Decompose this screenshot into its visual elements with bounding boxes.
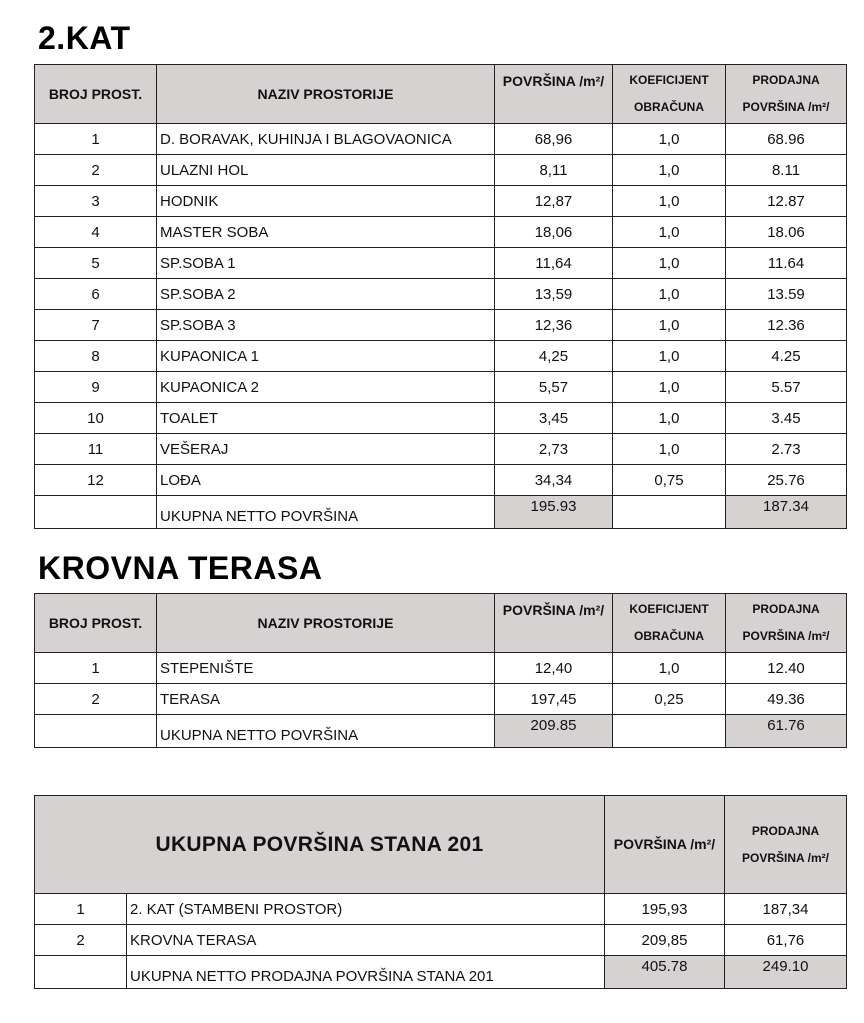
room-coefficient: 1,0 [613,155,726,186]
floor-table [34,64,847,529]
room-number: 1 [35,653,157,684]
floor-total-sale: 187.34 [726,496,847,529]
room-coefficient: 1,0 [613,653,726,684]
terrace-table [34,593,847,748]
room-number: 6 [35,279,157,310]
room-area: 195,93 [605,894,725,925]
room-coefficient: 1,0 [613,403,726,434]
room-name: D. BORAVAK, KUHINJA I BLAGOVAONICA [157,124,495,155]
room-sale-area: 11.64 [726,248,847,279]
header-sale-area-line1: PRODAJNA [752,602,820,616]
room-sale-area: 3.45 [726,403,847,434]
room-coefficient: 1,0 [613,186,726,217]
room-sale-area: 5.57 [726,372,847,403]
header-coefficient [613,65,726,124]
room-number: 10 [35,403,157,434]
room-sale-area: 12.36 [726,310,847,341]
header-sale-area-line2: POVRŠINA /m²/ [742,100,830,114]
terrace-title: KROVNA TERASA [38,550,323,586]
header-room-name: NAZIV PROSTORIJE [157,65,495,124]
room-sale-area: 187,34 [725,894,847,925]
room-sale-area: 12.87 [726,186,847,217]
room-name: HODNIK [157,186,495,217]
table-row [35,465,847,496]
room-area: 68,96 [495,124,613,155]
room-area: 13,59 [495,279,613,310]
room-sale-area: 13.59 [726,279,847,310]
table-row [35,403,847,434]
table-row [35,372,847,403]
room-area: 5,57 [495,372,613,403]
header-room-number: BROJ PROST. [35,594,157,653]
room-name: LOĐA [157,465,495,496]
room-name: 2. KAT (STAMBENI PROSTOR) [127,894,605,925]
room-area: 11,64 [495,248,613,279]
header-coefficient-line1: KOEFICIJENT [629,73,709,87]
table-row [35,155,847,186]
room-coefficient: 1,0 [613,372,726,403]
total-empty-coef [613,715,726,748]
table-row [35,217,847,248]
summary-title: UKUPNA POVRŠINA STANA 201 [35,796,605,894]
room-name: MASTER SOBA [157,217,495,248]
room-name: KUPAONICA 2 [157,372,495,403]
room-sale-area: 61,76 [725,925,847,956]
room-number: 8 [35,341,157,372]
room-area: 2,73 [495,434,613,465]
room-sale-area: 18.06 [726,217,847,248]
room-sale-area: 2.73 [726,434,847,465]
terrace-total-sale: 61.76 [726,715,847,748]
total-empty-coef [613,496,726,529]
table-row [35,279,847,310]
room-name: TOALET [157,403,495,434]
room-coefficient: 0,25 [613,684,726,715]
table-row [35,925,847,956]
room-number: 2 [35,155,157,186]
room-area: 34,34 [495,465,613,496]
floor-title: 2.KAT [38,20,131,56]
table-row [35,341,847,372]
room-name: STEPENIŠTE [157,653,495,684]
header-sale-area-line1: PRODAJNA [752,73,820,87]
table-row [35,894,847,925]
room-area: 197,45 [495,684,613,715]
room-number: 7 [35,310,157,341]
room-number: 3 [35,186,157,217]
room-name: TERASA [157,684,495,715]
room-coefficient: 1,0 [613,434,726,465]
room-coefficient: 1,0 [613,310,726,341]
header-sale-area [726,594,847,653]
header-area: POVRŠINA /m²/ [495,65,613,124]
room-sale-area: 49.36 [726,684,847,715]
room-sale-area: 8.11 [726,155,847,186]
summary-header-area: POVRŠINA /m²/ [605,796,725,894]
summary-total-label: UKUPNA NETTO PRODAJNA POVRŠINA STANA 201 [127,956,605,989]
room-sale-area: 4.25 [726,341,847,372]
summary-header-sale-area [725,796,847,894]
room-area: 4,25 [495,341,613,372]
table-row [35,124,847,155]
room-number: 1 [35,894,127,925]
table-row [35,186,847,217]
room-area: 18,06 [495,217,613,248]
room-sale-area: 25.76 [726,465,847,496]
header-room-name: NAZIV PROSTORIJE [157,594,495,653]
table-row [35,310,847,341]
summary-total-empty [35,956,127,989]
header-coefficient [613,594,726,653]
summary-total-sale: 249.10 [725,956,847,989]
room-number: 9 [35,372,157,403]
room-sale-area: 68.96 [726,124,847,155]
table-row [35,248,847,279]
room-number: 2 [35,925,127,956]
room-name: SP.SOBA 1 [157,248,495,279]
total-empty-cell [35,496,157,529]
room-area: 12,36 [495,310,613,341]
room-coefficient: 1,0 [613,279,726,310]
room-number: 5 [35,248,157,279]
room-name: SP.SOBA 3 [157,310,495,341]
header-coefficient-line1: KOEFICIJENT [629,602,709,616]
table-row [35,684,847,715]
room-area: 8,11 [495,155,613,186]
room-number: 11 [35,434,157,465]
summary-header-sale-line2: POVRŠINA /m²/ [742,850,829,865]
room-area: 12,87 [495,186,613,217]
table-row [35,434,847,465]
room-number: 1 [35,124,157,155]
room-area: 12,40 [495,653,613,684]
terrace-total-label: UKUPNA NETTO POVRŠINA [157,715,495,748]
header-area: POVRŠINA /m²/ [495,594,613,653]
room-coefficient: 1,0 [613,124,726,155]
room-area: 209,85 [605,925,725,956]
room-name: KUPAONICA 1 [157,341,495,372]
header-coefficient-line2: OBRAČUNA [634,629,704,643]
header-coefficient-line2: OBRAČUNA [634,100,704,114]
table-row [35,653,847,684]
summary-header-sale-line1: PRODAJNA [751,823,820,838]
room-name: ULAZNI HOL [157,155,495,186]
terrace-total-area: 209.85 [495,715,613,748]
room-sale-area: 12.40 [726,653,847,684]
room-name: KROVNA TERASA [127,925,605,956]
room-number: 2 [35,684,157,715]
room-coefficient: 0,75 [613,465,726,496]
room-name: SP.SOBA 2 [157,279,495,310]
total-empty-cell [35,715,157,748]
room-number: 12 [35,465,157,496]
room-name: VEŠERAJ [157,434,495,465]
header-sale-area-line2: POVRŠINA /m²/ [742,629,830,643]
floor-total-area: 195.93 [495,496,613,529]
header-sale-area [726,65,847,124]
room-coefficient: 1,0 [613,217,726,248]
room-coefficient: 1,0 [613,341,726,372]
header-room-number: BROJ PROST. [35,65,157,124]
room-area: 3,45 [495,403,613,434]
room-number: 4 [35,217,157,248]
summary-total-area: 405.78 [605,956,725,989]
floor-total-label: UKUPNA NETTO POVRŠINA [157,496,495,529]
summary-table [34,795,847,989]
room-coefficient: 1,0 [613,248,726,279]
